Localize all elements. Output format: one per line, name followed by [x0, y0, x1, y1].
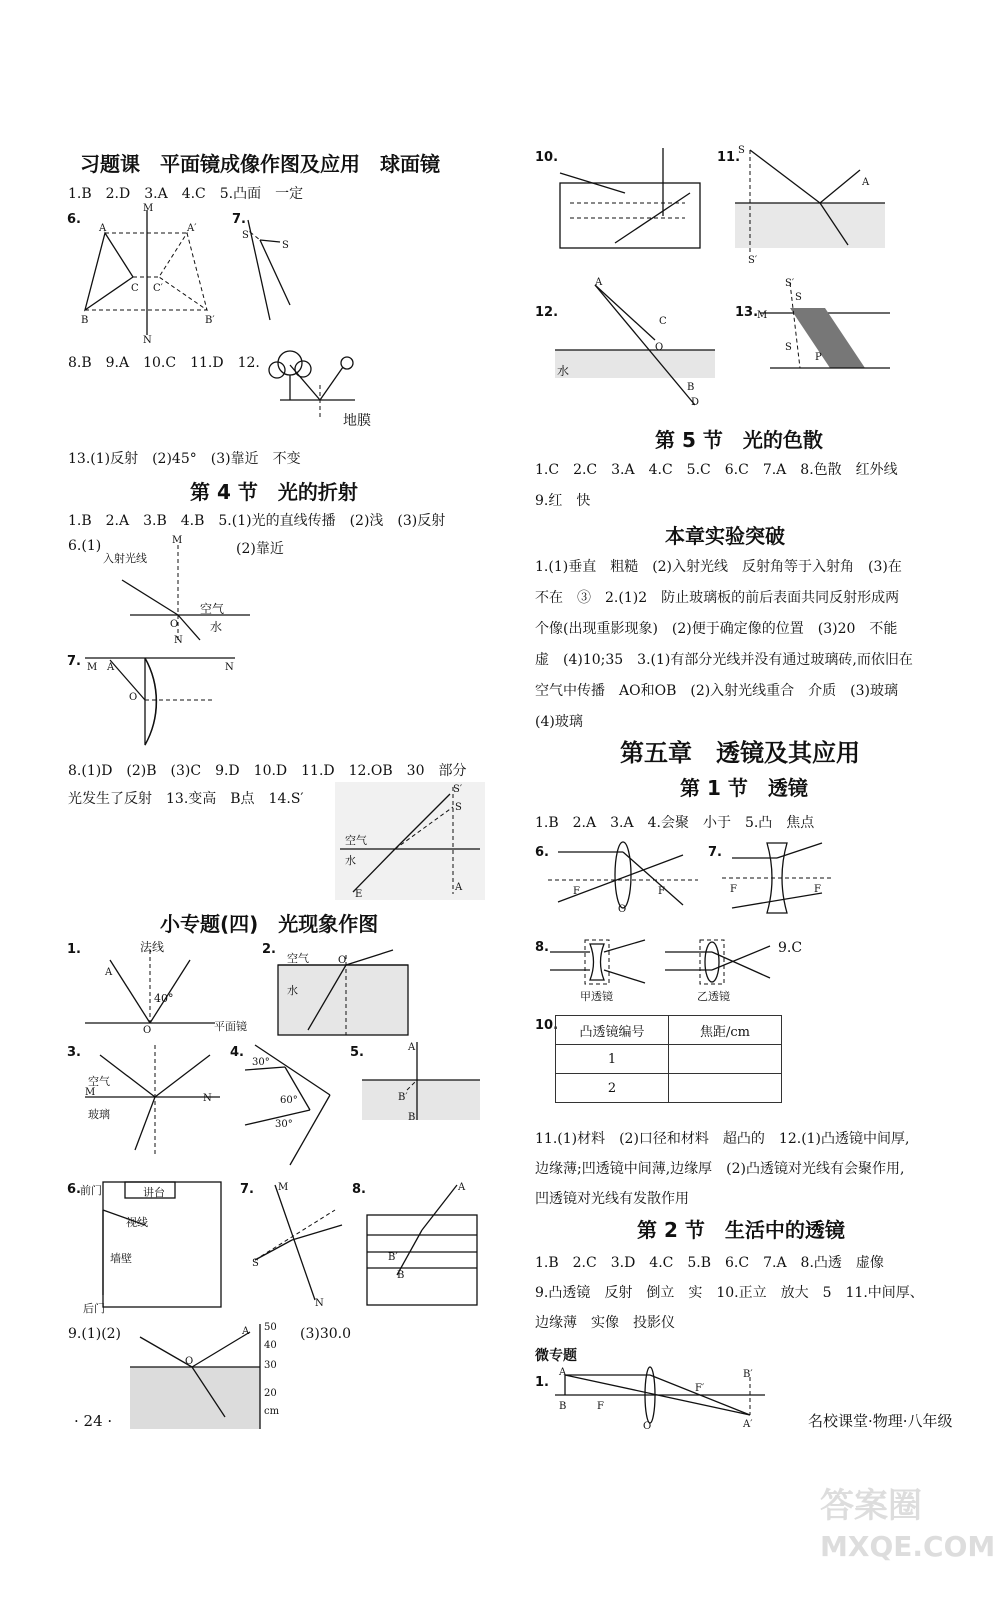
answer-line: 8.B 9.A 10.C 11.D 12.: [68, 355, 260, 371]
svg-text:B′: B′: [743, 1369, 753, 1380]
page-number: · 24 ·: [74, 1412, 113, 1430]
answer-line: 11.(1)材料 (2)口径和材料 超凸的 12.(1)凸透镜中间厚,: [535, 1131, 910, 1147]
footer-book-title: 名校课堂·物理·八年级: [808, 1412, 953, 1430]
label-air: 空气: [345, 834, 367, 847]
water-reflection-diagram-11: [730, 145, 890, 265]
answer-line: 凹透镜对光线有发散作用: [535, 1191, 689, 1207]
svg-text:B: B: [397, 1270, 405, 1281]
svg-text:S′: S′: [785, 278, 795, 289]
question-number: 7.: [708, 845, 722, 860]
concave-lens-diagram-7: [722, 838, 832, 918]
svg-text:A: A: [455, 882, 463, 893]
question-number: 3.: [67, 1045, 81, 1060]
svg-text:F′: F′: [695, 1383, 705, 1394]
svg-text:B: B: [408, 1112, 416, 1123]
answer-line: 1.B 2.C 3.D 4.C 5.B 6.C 7.A 8.凸透 虚像: [535, 1255, 884, 1271]
question-number: 10.: [535, 1018, 559, 1033]
svg-text:40: 40: [264, 1340, 277, 1351]
svg-text:S′: S′: [748, 255, 758, 266]
svg-text:50: 50: [264, 1322, 277, 1333]
table-cell: 1: [556, 1045, 669, 1074]
svg-text:O: O: [143, 1025, 152, 1036]
label-glass: 玻璃: [88, 1108, 110, 1121]
svg-text:A: A: [595, 277, 603, 288]
svg-text:D: D: [691, 397, 700, 408]
question-number: 7.: [240, 1182, 254, 1197]
eye-water-diagram-12: [555, 277, 725, 410]
svg-text:S: S: [785, 342, 792, 353]
svg-text:30: 30: [264, 1360, 277, 1371]
mirror-diagram-7: [250, 1180, 350, 1310]
svg-text:M: M: [757, 310, 768, 321]
label-sight-line: 视线: [126, 1216, 148, 1229]
question-number: 7.: [232, 212, 246, 227]
answer-line: 13.(1)反射 (2)45° (3)靠近 不变: [68, 451, 301, 467]
svg-text:M: M: [85, 1087, 96, 1098]
answer-line: 光发生了反射 13.变高 B点 14.S′: [68, 791, 304, 807]
svg-text:A: A: [862, 177, 870, 188]
answer-line: (2)靠近: [236, 541, 284, 557]
answer-line: 6.(1): [68, 538, 102, 554]
svg-text:N: N: [315, 1298, 324, 1309]
svg-text:A: A: [99, 223, 107, 234]
svg-text:F: F: [814, 884, 821, 895]
svg-text:F: F: [730, 884, 737, 895]
chapter-title: 第五章 透镜及其应用: [620, 739, 860, 767]
table-cell: 2: [556, 1074, 669, 1103]
svg-text:M: M: [143, 203, 154, 214]
svg-text:B′: B′: [388, 1252, 398, 1263]
section-title-mirror: 习题课 平面镜成像作图及应用 球面镜: [80, 152, 440, 176]
section-title-dispersion: 第 5 节 光的色散: [655, 428, 823, 452]
answer-line: 边缘薄 实像 投影仪: [535, 1315, 675, 1331]
answer-line: 边缘薄;凹透镜中间薄,边缘厚 (2)凸透镜对光线有会聚作用,: [535, 1161, 905, 1177]
svg-text:O: O: [643, 1421, 652, 1432]
svg-text:A: A: [105, 967, 113, 978]
answer-line: (3)30.0: [300, 1326, 352, 1342]
answer-line: 8.(1)D (2)B (3)C 9.D 10.D 11.D 12.OB 30 部分: [68, 763, 467, 779]
svg-text:60°: 60°: [280, 1095, 298, 1106]
svg-text:O: O: [170, 619, 179, 630]
svg-text:P: P: [815, 352, 822, 363]
refraction-diagram-3: [85, 1045, 225, 1155]
svg-text:F: F: [597, 1401, 604, 1412]
refraction-diagram-8: [362, 1180, 482, 1310]
focal-length-table: [555, 1015, 782, 1103]
label-water: 水: [345, 854, 356, 867]
svg-text:B: B: [81, 315, 89, 326]
answer-line: 9.(1)(2): [68, 1326, 122, 1342]
ruler-refraction-diagram-9: [130, 1322, 280, 1432]
answer-line: 空气中传播 AO和OB (2)入射光线重合 介质 (3)玻璃: [535, 683, 899, 699]
svg-text:F: F: [573, 886, 580, 897]
svg-text:B′: B′: [398, 1092, 408, 1103]
svg-text:O: O: [185, 1356, 194, 1367]
label-back-door: 后门: [83, 1302, 105, 1315]
answer-line: 1.B 2.A 3.B 4.B 5.(1)光的直线传播 (2)浅 (3)反射: [68, 513, 446, 529]
question-number: 7.: [67, 654, 81, 669]
svg-text:S: S: [455, 802, 462, 813]
svg-text:A: A: [559, 1367, 567, 1378]
table-header: 焦距/cm: [669, 1016, 782, 1045]
label-air: 空气: [287, 952, 309, 965]
lens-box-b: [665, 938, 775, 988]
label-water: 水: [210, 620, 223, 634]
answer-line: 9.红 快: [535, 493, 591, 509]
question-number: 12.: [535, 305, 559, 320]
two-mirror-diagram-4: [240, 1045, 345, 1170]
convex-lens-diagram-6: [548, 840, 698, 915]
svg-text:B: B: [687, 382, 695, 393]
label-lens-a: 甲透镜: [580, 990, 613, 1003]
table-cell: [669, 1074, 782, 1103]
question-number: 8.: [352, 1182, 366, 1197]
svg-text:O: O: [129, 692, 138, 703]
svg-text:E: E: [355, 889, 363, 900]
label-front-door: 前门: [80, 1184, 102, 1197]
micro-topic-label: 微专题: [535, 1348, 577, 1364]
table-cell: [669, 1045, 782, 1074]
svg-text:A: A: [408, 1042, 416, 1053]
svg-text:A: A: [242, 1326, 250, 1337]
svg-text:S′: S′: [453, 784, 463, 795]
svg-text:O: O: [618, 904, 627, 915]
svg-text:20: 20: [264, 1388, 277, 1399]
table-header: 凸透镜编号: [556, 1016, 669, 1045]
label-wall: 墙壁: [110, 1252, 132, 1265]
svg-text:N: N: [143, 335, 152, 346]
question-number: 5.: [350, 1045, 364, 1060]
label-water: 水: [287, 984, 298, 997]
answer-line: (4)玻璃: [535, 714, 583, 730]
section-title-topic4: 小专题(四) 光现象作图: [160, 912, 379, 936]
reflection-diagram-1: [85, 945, 235, 1035]
label-incident-ray: 入射光线: [103, 552, 147, 565]
mirror-ray-diagram-7: [240, 210, 310, 325]
svg-text:cm: cm: [264, 1406, 280, 1417]
svg-text:A: A: [458, 1182, 466, 1193]
svg-text:C: C: [659, 316, 667, 327]
section-title-life-lens: 第 2 节 生活中的透镜: [637, 1218, 845, 1242]
svg-text:30°: 30°: [252, 1057, 270, 1068]
question-number: 6.: [535, 845, 549, 860]
answer-line: 虚 (4)10;35 3.(1)有部分光线并没有通过玻璃砖,而依旧在: [535, 652, 913, 668]
periscope-diagram-13: [755, 278, 895, 373]
svg-text:M: M: [87, 662, 98, 673]
question-number: 6.: [67, 212, 81, 227]
mirror-image-diagram-6: [75, 205, 225, 345]
svg-text:O: O: [338, 955, 347, 966]
svg-text:M: M: [172, 535, 183, 546]
label-water: 水: [557, 364, 570, 378]
svg-text:C′: C′: [153, 283, 163, 294]
svg-text:S′: S′: [242, 230, 252, 241]
watermark-url: MXQE.COM: [820, 1530, 996, 1563]
label-air: 空气: [88, 1075, 110, 1088]
svg-text:N: N: [225, 662, 234, 673]
answer-line: 1.B 2.A 3.A 4.会聚 小于 5.凸 焦点: [535, 815, 815, 831]
watermark-logo: 答案圈: [820, 1486, 922, 1526]
answer-line: 9.凸透镜 反射 倒立 实 10.正立 放大 5 11.中间厚、: [535, 1285, 924, 1301]
svg-text:B: B: [559, 1401, 567, 1412]
svg-text:30°: 30°: [275, 1119, 293, 1130]
question-number: 4.: [230, 1045, 244, 1060]
question-number: 8.: [535, 940, 549, 955]
svg-text:C: C: [131, 283, 139, 294]
svg-text:N: N: [203, 1093, 212, 1104]
semicircle-glass-diagram-7: [85, 650, 245, 750]
water-tank-diagram-10: [555, 148, 705, 253]
label-normal: 法线: [140, 940, 165, 954]
label-angle: 40°: [154, 992, 174, 1005]
svg-text:M: M: [278, 1182, 289, 1193]
question-number: 2.: [262, 942, 276, 957]
svg-text:B′: B′: [205, 315, 215, 326]
svg-text:S: S: [738, 145, 745, 156]
svg-text:A′: A′: [187, 223, 197, 234]
lens-imaging-diagram: [555, 1365, 770, 1430]
label-podium: 讲台: [143, 1186, 165, 1199]
answer-line: 不在 ③ 2.(1)2 防止玻璃板的前后表面共同反射形成两: [535, 590, 900, 606]
section-title-experiments: 本章实验突破: [665, 524, 785, 548]
answer-line: 1.B 2.D 3.A 4.C 5.凸面 一定: [68, 186, 304, 202]
svg-text:N: N: [174, 635, 183, 646]
question-number: 11.: [717, 150, 741, 165]
answer-line: 1.C 2.C 3.A 4.C 5.C 6.C 7.A 8.色散 红外线: [535, 462, 898, 478]
svg-text:S: S: [795, 292, 802, 303]
svg-text:S: S: [282, 240, 289, 251]
answer-line: 个像(出现重影现象) (2)便于确定像的位置 (3)20 不能: [535, 621, 898, 637]
svg-text:O: O: [655, 342, 664, 353]
label-plane-mirror: 平面镜: [214, 1020, 247, 1033]
answer-line: 1.(1)垂直 粗糙 (2)入射光线 反射角等于入射角 (3)在: [535, 559, 902, 575]
label-air: 空气: [200, 602, 225, 616]
lens-box-a: [550, 938, 650, 988]
question-number: 1.: [67, 942, 81, 957]
section-title-refraction: 第 4 节 光的折射: [190, 480, 358, 504]
label-ground-film: 地膜: [343, 413, 371, 429]
refraction-diagram-5: [362, 1040, 482, 1125]
svg-text:A: A: [107, 662, 115, 673]
label-lens-b: 乙透镜: [697, 990, 730, 1003]
svg-text:A′: A′: [743, 1419, 753, 1430]
svg-text:F: F: [658, 886, 665, 897]
question-number: 10.: [535, 150, 559, 165]
answer-line: 9.C: [778, 940, 803, 956]
question-number: 1.: [535, 1375, 549, 1390]
question-number: 6.: [67, 1182, 81, 1197]
question-number: 13.: [735, 305, 759, 320]
svg-text:S: S: [252, 1258, 259, 1269]
section-title-lens: 第 1 节 透镜: [680, 776, 808, 800]
